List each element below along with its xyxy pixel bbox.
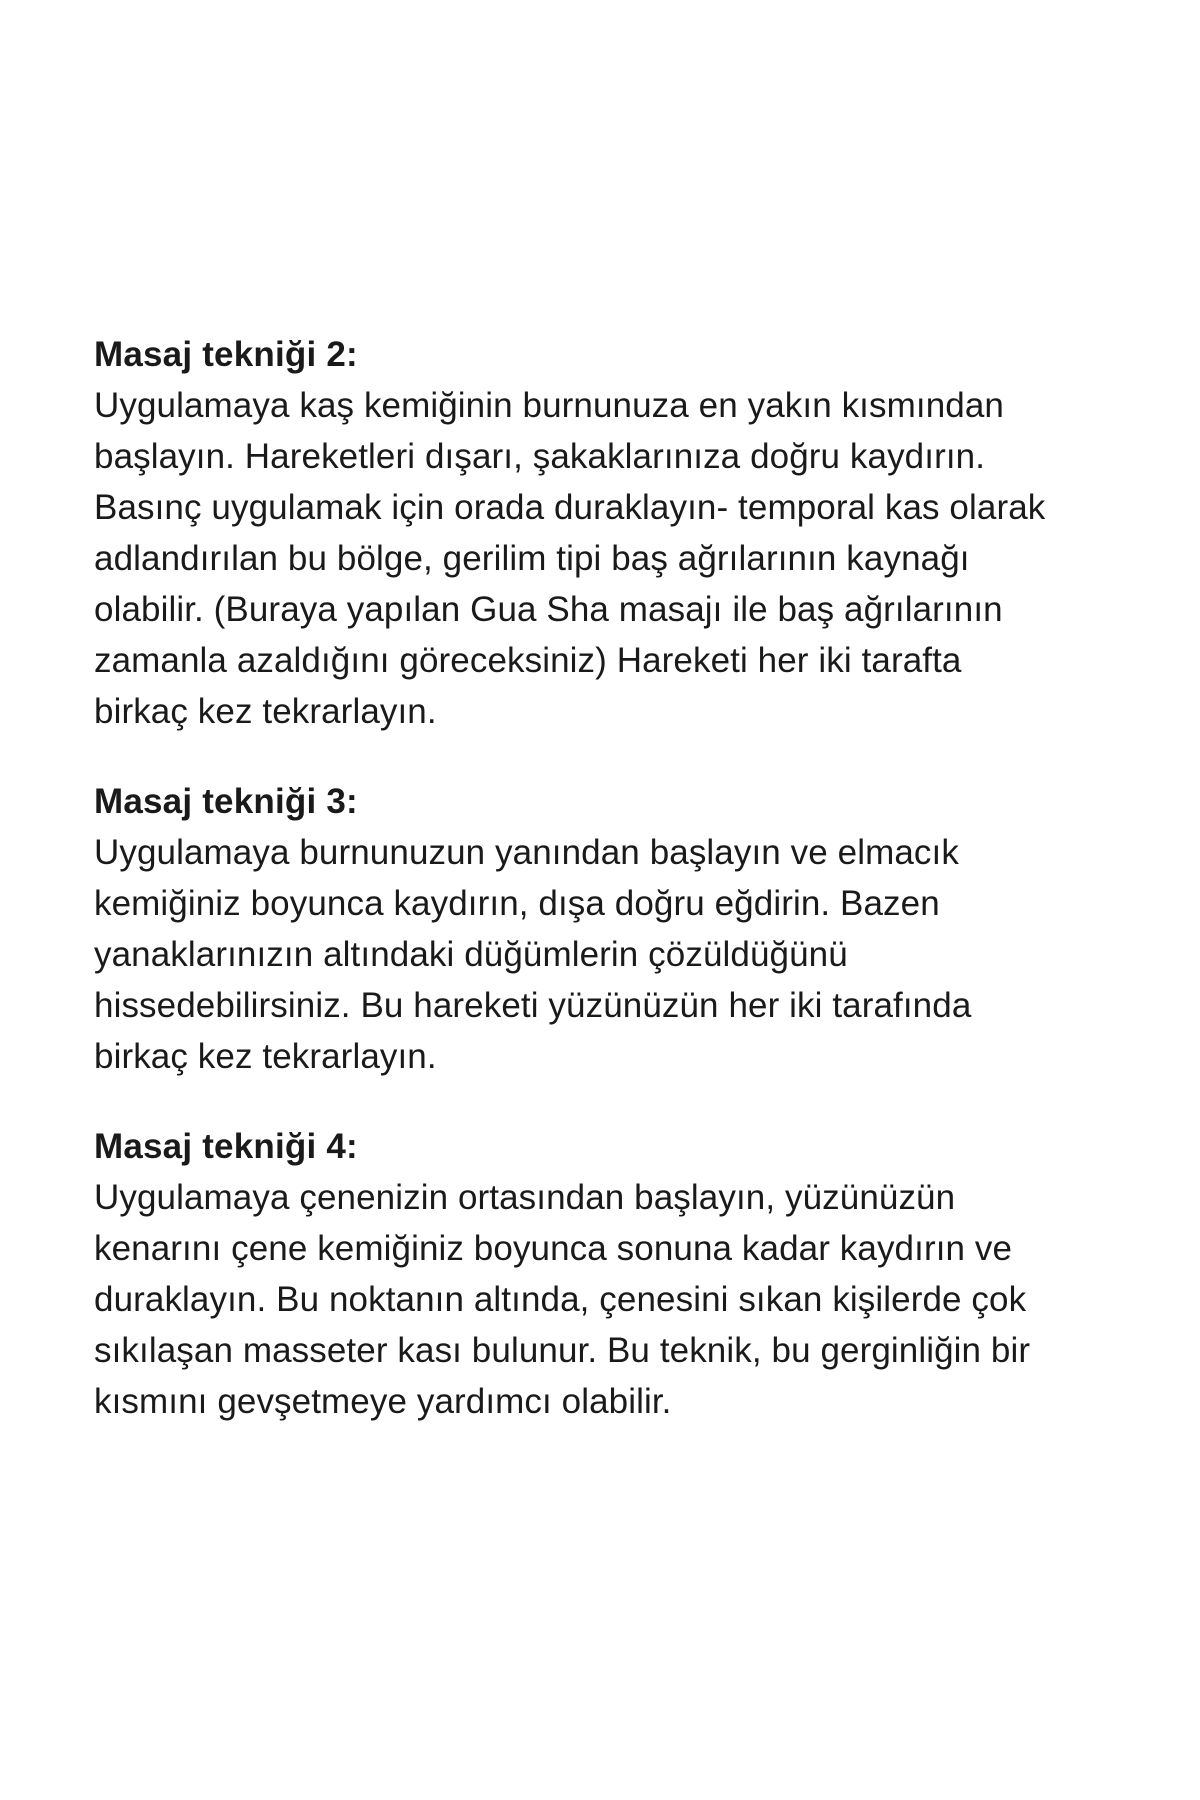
section-heading: Masaj tekniği 3: xyxy=(94,782,358,821)
section-paragraph xyxy=(94,1172,1134,1427)
paragraph-line: Uygulamaya burnunuzun yanından başlayın ve elmacık xyxy=(94,833,959,872)
paragraph-line: kısmını gevşetmeye yardımcı olabilir. xyxy=(94,1382,672,1421)
section-technique-3 xyxy=(94,777,1134,1082)
paragraph-line: yanaklarınızın altındaki düğümlerin çözüldüğünü xyxy=(94,935,848,974)
section-heading: Masaj tekniği 2: xyxy=(94,335,358,374)
section-technique-4 xyxy=(94,1122,1134,1427)
paragraph-line: zamanla azaldığını göreceksiniz) Hareketi her iki tarafta xyxy=(94,641,962,680)
paragraph-line: Uygulamaya kaş kemiğinin burnunuza en yakın kısmından xyxy=(94,386,1004,425)
paragraph-line: birkaç kez tekrarlayın. xyxy=(94,1037,437,1076)
section-paragraph xyxy=(94,380,1134,737)
paragraph-line: hissedebilirsiniz. Bu hareketi yüzünüzün her iki tarafında xyxy=(94,986,972,1025)
section-technique-2 xyxy=(94,330,1134,737)
paragraph-line: olabilir. (Buraya yapılan Gua Sha masajı ile baş ağrılarının xyxy=(94,590,1003,629)
paragraph-line: kemiğiniz boyunca kaydırın, dışa doğru eğdirin. Bazen xyxy=(94,884,940,923)
paragraph-line: sıkılaşan masseter kası bulunur. Bu teknik, bu gerginliğin bir xyxy=(94,1331,1031,1370)
paragraph-line: birkaç kez tekrarlayın. xyxy=(94,692,437,731)
paragraph-line: kenarını çene kemiğiniz boyunca sonuna kadar kaydırın ve xyxy=(94,1229,1013,1268)
paragraph-line: duraklayın. Bu noktanın altında, çenesini sıkan kişilerde çok xyxy=(94,1280,1027,1319)
document-body xyxy=(94,330,1134,1467)
section-paragraph xyxy=(94,827,1134,1082)
paragraph-line: adlandırılan bu bölge, gerilim tipi baş ağrılarının kaynağı xyxy=(94,539,970,578)
section-heading: Masaj tekniği 4: xyxy=(94,1127,358,1166)
paragraph-line: Basınç uygulamak için orada duraklayın- temporal kas olarak xyxy=(94,488,1046,527)
paragraph-line: başlayın. Hareketleri dışarı, şakaklarınıza doğru kaydırın. xyxy=(94,437,986,476)
paragraph-line: Uygulamaya çenenizin ortasından başlayın, yüzünüzün xyxy=(94,1178,956,1217)
